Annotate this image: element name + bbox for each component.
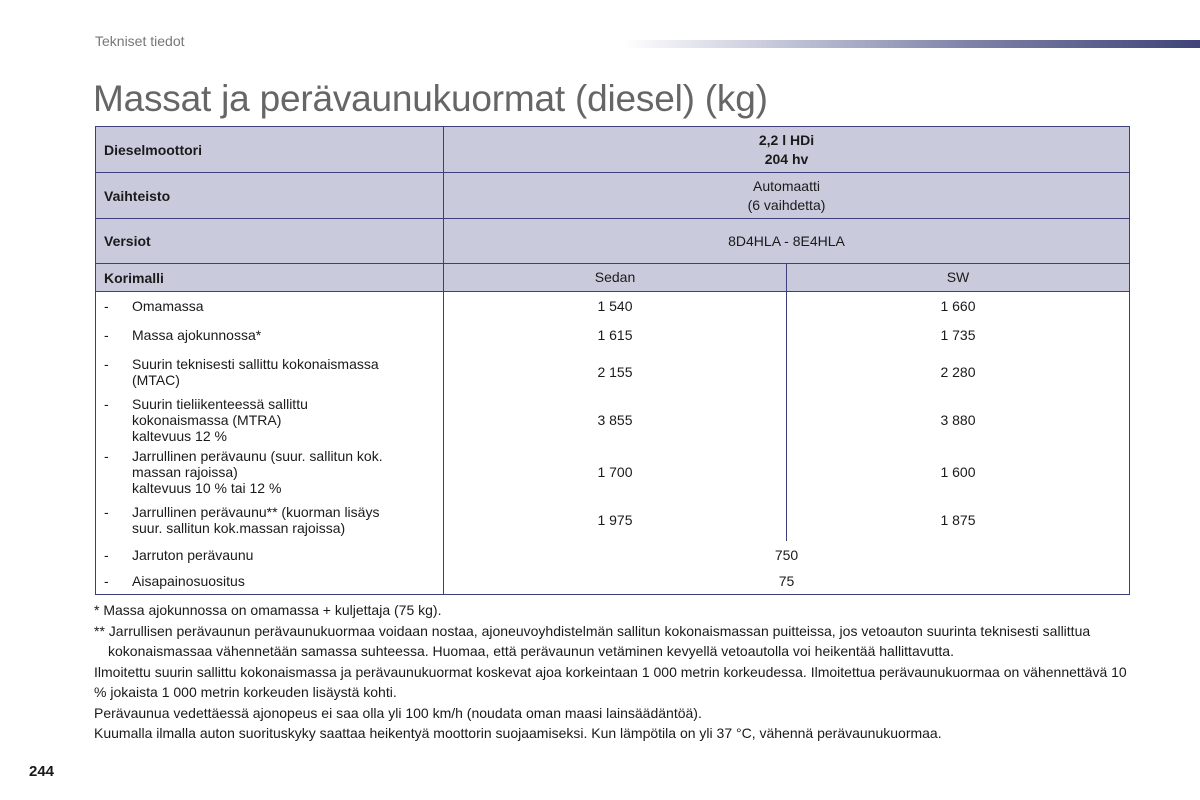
- row-label: Massa ajokunnossa*: [132, 326, 262, 343]
- footnote: Kuumalla ilmalla auton suorituskyky saattaa heikentyä moottorin suojaamiseksi. Kun lämpötila on yli 37 °C, vähennä perävaunukuormaa.: [94, 725, 942, 741]
- footnote: Ilmoitettu suurin sallittu kokonaismassa ja perävaunukuormat koskevat ajoa korkeintaan 1 000 metrin korkeudessa. Ilmoitettua perävaunukuormaa on vähennettävä 10 % jokaista 1 000 metrin korkeuden lisäystä kohti.: [94, 663, 1127, 700]
- sw-value: 1 660: [787, 292, 1130, 321]
- versions-label: Versiot: [96, 219, 444, 264]
- page-number: 244: [29, 763, 55, 780]
- gearbox-label: Vaihteisto: [96, 173, 444, 219]
- row-label: Jarruton perävaunu: [132, 546, 254, 563]
- gearbox-line-2: (6 vaihdetta): [747, 196, 826, 213]
- sedan-value: 2 155: [444, 349, 787, 395]
- row-label: Jarrullinen perävaunu (suur. sallitun kok. massan rajoissa) kaltevuus 10 % tai 12 %: [132, 448, 383, 496]
- row-label: Suurin teknisesti sallittu kokonaismassa (MTAC): [132, 355, 379, 388]
- sw-value: 1 600: [787, 446, 1130, 499]
- row-label: Omamassa: [132, 298, 204, 315]
- engine-line-1: 2,2 l HDi: [758, 131, 815, 148]
- sw-value: 1 735: [787, 321, 1130, 349]
- engine-row: [96, 127, 1130, 173]
- row-label: Jarrullinen perävaunu** (kuorman lisäys suur. sallitun kok.massan rajoissa): [132, 503, 380, 536]
- header-gradient-bar: [622, 40, 1200, 48]
- table-row: - Suurin teknisesti sallittu kokonaismassa (MTAC) 2 155 2 280: [96, 349, 1130, 395]
- body-type-row: [96, 264, 1130, 292]
- versions-row: [96, 219, 1130, 264]
- table-row: - Omamassa 1 540 1 660: [96, 292, 1130, 321]
- table-row: - Jarruton perävaunu 750: [96, 541, 1130, 569]
- engine-value: [444, 127, 1130, 173]
- sw-value: 3 880: [787, 395, 1130, 446]
- sedan-value: 1 975: [444, 499, 787, 541]
- section-label: Tekniset tiedot: [95, 33, 185, 49]
- both-value: 75: [444, 569, 1130, 595]
- footnotes: [94, 600, 1134, 744]
- footnote: Perävaunua vedettäessä ajonopeus ei saa olla yli 100 km/h (noudata oman maasi lainsäädäntöä).: [94, 704, 702, 721]
- versions-value: 8D4HLA - 8E4HLA: [444, 219, 1130, 264]
- engine-line-2: 204 hv: [764, 150, 809, 167]
- row-label: Suurin tieliikenteessä sallittu kokonaismassa (MTRA) kaltevuus 12 %: [132, 396, 308, 444]
- sedan-value: 1 540: [444, 292, 787, 321]
- gearbox-value: [444, 173, 1130, 219]
- body-type-sw: SW: [787, 264, 1130, 292]
- sw-value: 1 875: [787, 499, 1130, 541]
- body-type-label: Korimalli: [96, 264, 444, 292]
- footnote: * Massa ajokunnossa on omamassa + kuljettaja (75 kg).: [94, 602, 442, 618]
- engine-label: Dieselmoottori: [96, 127, 444, 173]
- gearbox-row: [96, 173, 1130, 219]
- table-row: - Aisapainosuositus 75: [96, 569, 1130, 595]
- table-row: - Jarrullinen perävaunu (suur. sallitun kok. massan rajoissa) kaltevuus 10 % tai 12 % 1 700 1 600: [96, 446, 1130, 499]
- footnote: ** Jarrullisen perävaunun perävaunukuormaa voidaan nostaa, ajoneuvoyhdistelmän sallitun kokonaismassan puitteissa, jos vetoauton suurinta teknisesti sallittua kokonaismassaa vähennetään samassa suhteessa. Huomaa, että perävaunun vetäminen kevyellä vetoautolla voi heikentää hallittavutta.: [94, 622, 1091, 659]
- both-value: 750: [444, 541, 1130, 569]
- table-row: - Suurin tieliikenteessä sallittu kokonaismassa (MTRA) kaltevuus 12 % 3 855 3 880: [96, 395, 1130, 446]
- sw-value: 2 280: [787, 349, 1130, 395]
- sedan-value: 1 615: [444, 321, 787, 349]
- row-label: Aisapainosuositus: [132, 573, 245, 590]
- gearbox-line-1: Automaatti: [753, 177, 820, 194]
- mass-table: [95, 126, 1130, 595]
- sedan-value: 1 700: [444, 446, 787, 499]
- body-type-sedan: Sedan: [444, 264, 787, 292]
- sedan-value: 3 855: [444, 395, 787, 446]
- table-row: - Jarrullinen perävaunu** (kuorman lisäys suur. sallitun kok.massan rajoissa) 1 975 1 875: [96, 499, 1130, 541]
- page-title: Massat ja perävaunukuormat (diesel) (kg): [93, 78, 768, 119]
- table-row: - Massa ajokunnossa* 1 615 1 735: [96, 321, 1130, 349]
